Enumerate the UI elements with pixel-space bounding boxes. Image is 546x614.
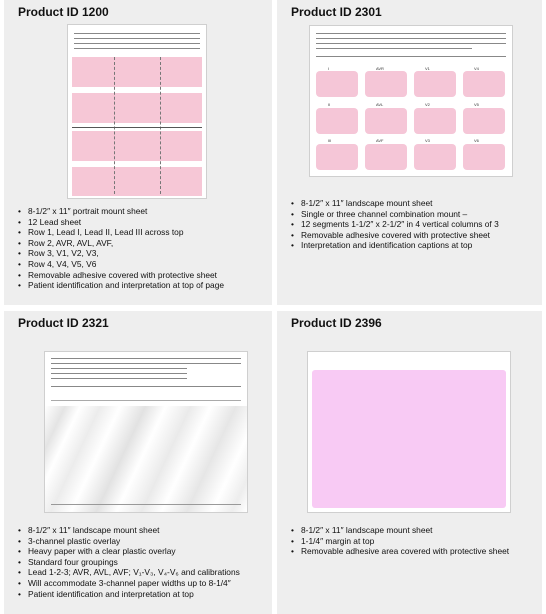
portrait-mount-sheet-image	[67, 24, 207, 199]
product-panel-2321	[4, 311, 272, 614]
feature-item: • Patient identification and interpretation at top of page	[18, 280, 224, 291]
lead-cell	[365, 144, 407, 170]
lead-cell	[463, 71, 505, 97]
lead-cell	[414, 108, 456, 134]
product-title: Product ID 2396	[291, 316, 382, 330]
feature-item: • 1-1/4″ margin at top	[291, 536, 509, 547]
feature-list	[18, 206, 224, 291]
lead-strip-row-2	[72, 93, 202, 123]
lead-cell	[365, 108, 407, 134]
feature-item: • 12 segments 1-1/2″ x 2-1/2″ in 4 vertical columns of 3	[291, 219, 499, 230]
feature-item: • Row 1, Lead I, Lead II, Lead III across top	[18, 227, 224, 238]
lead-cell	[414, 71, 456, 97]
cell-label: V6	[474, 138, 479, 143]
feature-item: • Single or three channel combination mount –	[291, 209, 499, 220]
lead-cell	[365, 71, 407, 97]
feature-item: • Removable adhesive area covered with protective sheet	[291, 546, 509, 557]
product-title: Product ID 1200	[18, 5, 109, 19]
feature-item: • Removable adhesive covered with protective sheet	[18, 270, 224, 281]
product-panel-1200	[4, 0, 272, 305]
feature-item: • Interpretation and identification captions at top	[291, 240, 499, 251]
feature-item: • 8-1/2″ x 11″ landscape mount sheet	[291, 525, 509, 536]
product-panel-2301	[277, 0, 542, 305]
feature-item: • Standard four groupings	[18, 557, 240, 568]
feature-item: • Row 3, V1, V2, V3,	[18, 248, 224, 259]
cell-label: V3	[425, 138, 430, 143]
adhesive-mount-sheet-image	[307, 351, 511, 513]
product-title: Product ID 2301	[291, 5, 382, 19]
feature-item: • 12 Lead sheet	[18, 217, 224, 228]
adhesive-area	[312, 370, 506, 508]
cell-label: V5	[474, 102, 479, 107]
lead-cell	[316, 144, 358, 170]
cell-label: AVL	[376, 102, 384, 107]
feature-item: • Will accommodate 3-channel paper widths up to 8-1/4″	[18, 578, 240, 589]
lead-strip-row-3	[72, 131, 202, 161]
cell-label: V4	[474, 66, 479, 71]
feature-item: • Row 4, V4, V5, V6	[18, 259, 224, 270]
cell-label: V2	[425, 102, 430, 107]
lead-cell	[463, 108, 505, 134]
landscape-mount-sheet-image	[309, 25, 513, 177]
lead-strip-row-1	[72, 57, 202, 87]
lead-cell	[414, 144, 456, 170]
product-panel-2396	[277, 311, 542, 614]
cell-label: II	[328, 102, 331, 107]
feature-item: • Heavy paper with a clear plastic overlay	[18, 546, 240, 557]
feature-item: • Row 2, AVR, AVL, AVF,	[18, 238, 224, 249]
feature-item: • 3-channel plastic overlay	[18, 536, 240, 547]
lead-strip-row-4	[72, 167, 202, 196]
feature-item: • 8-1/2″ x 11″ portrait mount sheet	[18, 206, 224, 217]
plastic-overlay-sheet-image	[44, 351, 248, 513]
feature-list	[291, 525, 509, 557]
clear-overlay	[45, 406, 247, 512]
cell-label: AVF	[376, 138, 384, 143]
cell-label: AVR	[376, 66, 384, 71]
lead-cell	[316, 71, 358, 97]
feature-item: • 8-1/2″ x 11″ landscape mount sheet	[291, 198, 499, 209]
feature-item: • 8-1/2″ x 11″ landscape mount sheet	[18, 525, 240, 536]
cell-label: V1	[425, 66, 430, 71]
feature-list	[18, 525, 240, 599]
product-title: Product ID 2321	[18, 316, 109, 330]
lead-cell	[316, 108, 358, 134]
cell-label: III	[328, 138, 332, 143]
feature-list	[291, 198, 499, 251]
feature-item: • Patient identification and interpretation at top	[18, 589, 240, 600]
cell-label: I	[328, 66, 330, 71]
lead-cell	[463, 144, 505, 170]
feature-item: • Removable adhesive covered with protective sheet	[291, 230, 499, 241]
feature-item: • Lead 1-2-3; AVR, AVL, AVF; V₁-V₃, V₄-V₆ and calibrations	[18, 567, 240, 578]
